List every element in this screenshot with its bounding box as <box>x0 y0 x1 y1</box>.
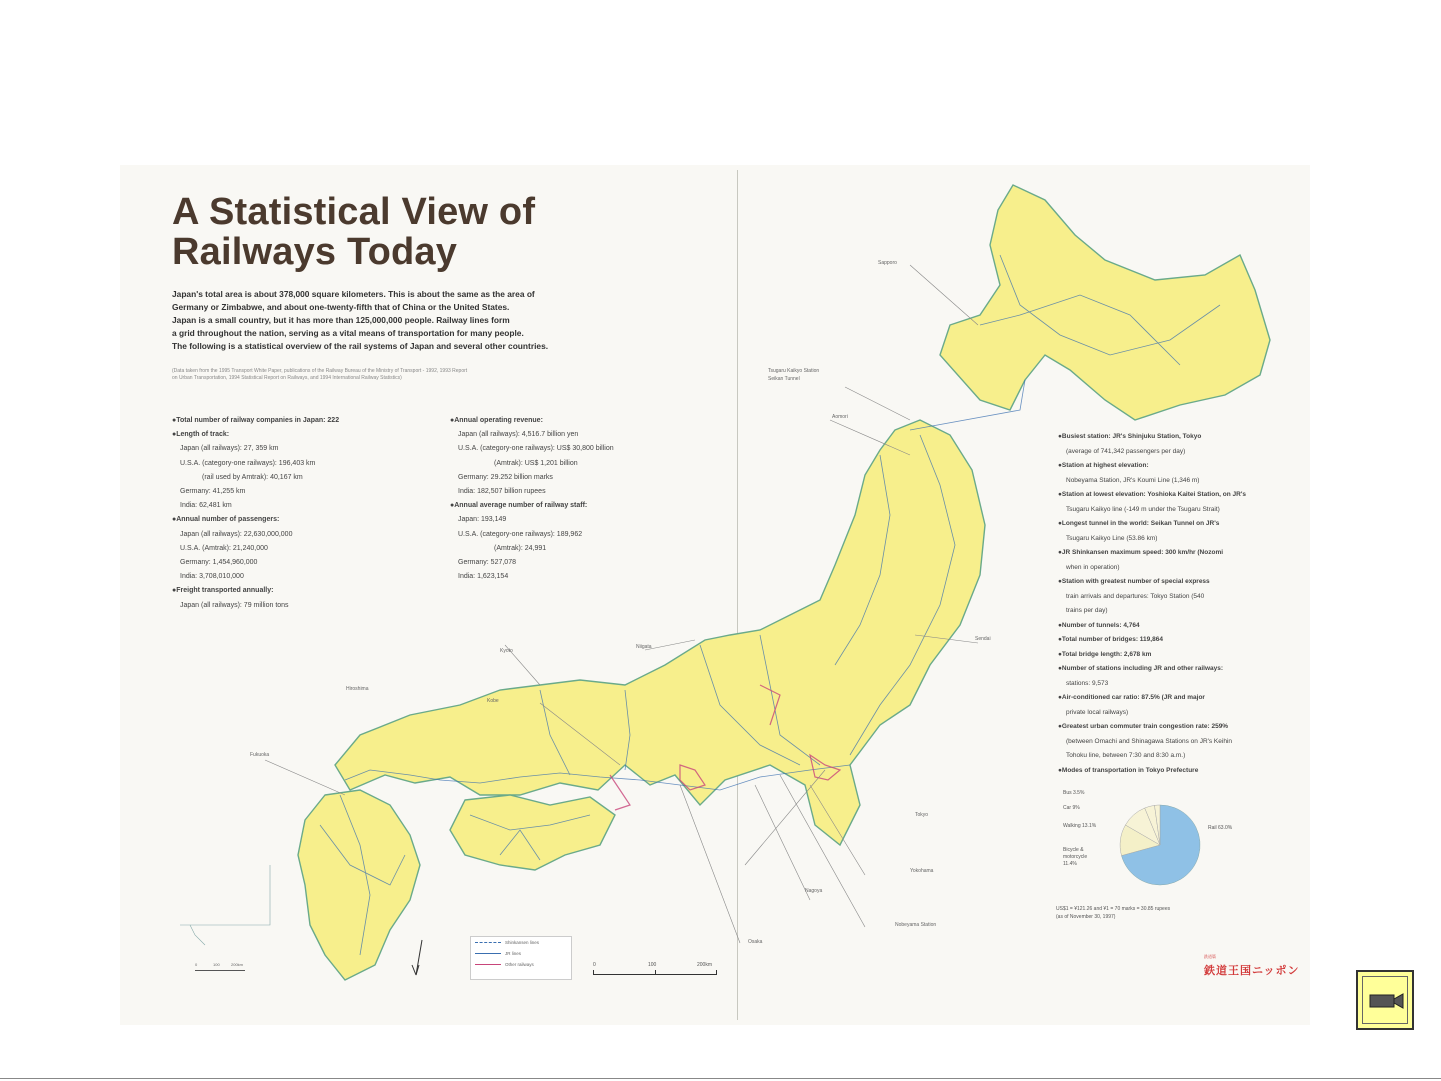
currency-note: (as of November 30, 1997) <box>1056 914 1116 920</box>
map-label-tokyo: Tokyo <box>915 812 929 818</box>
stat-line: Germany: 29.252 billion marks <box>458 473 553 481</box>
stat-line: ●Total bridge length: 2,678 km <box>1058 650 1152 658</box>
intro-line: a grid throughout the nation, serving as a vital means of transportation for many people. <box>172 328 524 338</box>
stat-line: (Amtrak): 24,991 <box>494 544 547 552</box>
stat-line: ●Annual average number of railway staff: <box>450 502 588 510</box>
pie-label-walking: Walking 13.1% <box>1063 823 1097 829</box>
stat-line: ●Number of tunnels: 4,764 <box>1058 621 1140 629</box>
stat-line: Tsugaru Kaikyo line (-149 m under the Tsugaru Strait) <box>1066 505 1220 513</box>
stat-line: Japan (all railways): 27, 359 km <box>180 445 279 453</box>
stat-line: ●Air-conditioned car ratio: 87.5% (JR and major <box>1058 694 1205 701</box>
legend-item-other <box>471 959 571 970</box>
stat-line: ●Station at highest elevation: <box>1058 462 1149 469</box>
film-camera-icon <box>1369 991 1405 1011</box>
legend-label: Other railways <box>505 962 534 967</box>
map-label-sendai: Sendai <box>975 636 991 642</box>
map-label-niigata: Niigata <box>636 644 652 650</box>
stat-line: private local railways) <box>1066 708 1129 716</box>
map-legend <box>470 936 572 980</box>
kyushu-island <box>298 790 420 980</box>
stat-line: Japan (all railways): 4,516.7 billion yen <box>458 431 579 439</box>
stat-line: ●Longest tunnel in the world: Seikan Tunnel on JR's <box>1058 520 1220 527</box>
stat-line: India: 182,507 billion rupees <box>458 488 546 496</box>
pie-label-car: Car 9% <box>1063 805 1080 811</box>
map-label-hiroshima: Hiroshima <box>346 686 369 692</box>
stat-line: ●Total number of bridges: 119,864 <box>1058 636 1163 643</box>
stat-line: ●Freight transported annually: <box>172 587 274 595</box>
shikoku-island <box>450 795 615 870</box>
publisher-logo-subtitle: 鉄道篇 <box>1204 954 1216 959</box>
stat-line: Tsugaru Kaikyo Line (53.86 km) <box>1066 534 1158 542</box>
map-label-nagoya: Nagoya <box>805 888 823 894</box>
stat-line: ●Total number of railway companies in Japan: 222 <box>172 417 340 424</box>
currency-note: US$1 = ¥121.26 and ¥1 = 70 marks = 30.85 rupees <box>1056 906 1171 912</box>
stat-line: train arrivals and departures: Tokyo Station (540 <box>1066 592 1205 600</box>
map-label-nobeyama: Nobeyama Station <box>895 922 937 928</box>
pie-label-bicycle: Bicycle & <box>1063 847 1084 853</box>
legend-item-jr <box>471 948 571 959</box>
legend-label: Shinkansen lines <box>505 940 540 945</box>
stat-line: ●Station at lowest elevation: Yoshioka Kaitei Station, on JR's <box>1058 491 1246 498</box>
stat-line: Germany: 41,255 km <box>180 488 246 496</box>
inset-scale-mid: 100 <box>213 962 220 967</box>
legend-label: JR lines <box>505 951 522 956</box>
stat-line: stations: 9,573 <box>1066 679 1109 687</box>
map-label-tsugaru-kaikyo: Tsugaru Kaikyo Station <box>768 368 820 374</box>
stat-line: ●Busiest station: JR's Shinjuku Station, Tokyo <box>1058 433 1202 440</box>
intro-line: Japan's total area is about 378,000 square kilometers. This is about the same as the area of <box>172 289 535 299</box>
stat-line: U.S.A. (category-one railways): US$ 30,800 billion <box>458 445 614 453</box>
stat-line: Japan (all railways): 22,630,000,000 <box>180 530 293 538</box>
map-label-yokohama: Yokohama <box>910 868 934 874</box>
intro-line: Germany or Zimbabwe, and about one-twenty-fifth that of China or the United States. <box>172 302 510 312</box>
stat-line: ●Modes of transportation in Tokyo Prefecture <box>1058 766 1199 774</box>
publisher-logo: 鉄道王国ニッポン <box>1204 965 1300 977</box>
inset-frame <box>180 865 270 945</box>
stat-line: U.S.A. (Amtrak): 21,240,000 <box>180 544 268 552</box>
intro-line: The following is a statistical overview of the rail systems of Japan and several other countries. <box>172 341 549 351</box>
pie-label-rail: Rail 63.0% <box>1208 825 1233 831</box>
title-line-2: Railways Today <box>172 231 458 273</box>
source-line: on Urban Transportation, 1994 Statistical Report on Railways, and 1994 International Railway Statistics) <box>172 375 402 381</box>
stat-line: Japan (all railways): 79 million tons <box>180 601 289 609</box>
stat-line: (average of 741,342 passengers per day) <box>1066 447 1186 455</box>
map-label-seikan-tunnel: Seikan Tunnel <box>768 376 800 382</box>
stat-line: Germany: 1,454,960,000 <box>180 559 258 567</box>
map-label-osaka: Osaka <box>748 939 763 945</box>
stat-line: Japan: 193,149 <box>458 516 507 524</box>
stat-line: U.S.A. (category-one railways): 189,962 <box>458 530 583 538</box>
stat-line: (Amtrak): US$ 1,201 billion <box>494 459 578 467</box>
map-label-fukuoka: Fukuoka <box>250 752 270 758</box>
bottom-border <box>0 1078 1441 1079</box>
source-line: (Data taken from the 1995 Transport White Paper, publications of the Railway Bureau of the Ministry of Transport - 1992, 1993 Report <box>172 368 468 374</box>
intro-line: Japan is a small country, but it has more than 125,000,000 people. Railway lines form <box>172 315 510 325</box>
japan-railway-map <box>120 165 1310 1025</box>
stat-line: (between Omachi and Shinagawa Stations on JR's Keihin <box>1066 737 1233 745</box>
honshu-island <box>335 420 985 845</box>
scale-zero: 0 <box>593 962 596 968</box>
stat-line: (rail used by Amtrak): 40,167 km <box>202 473 303 481</box>
film-camera-nav-button[interactable] <box>1356 970 1414 1030</box>
transport-mode-pie-chart <box>1120 805 1200 885</box>
map-label-kobe: Kobe <box>487 698 499 704</box>
stat-line: ●Length of track: <box>172 431 230 439</box>
stat-line: India: 1,623,154 <box>458 573 509 581</box>
stat-line: ●Number of stations including JR and other railways: <box>1058 665 1224 672</box>
legend-item-shinkansen <box>471 937 571 948</box>
title-line-1: A Statistical View of <box>172 191 536 233</box>
stat-line: ●JR Shinkansen maximum speed: 300 km/hr (Nozomi <box>1058 549 1224 556</box>
stat-line: India: 62,481 km <box>180 502 232 510</box>
inset-scale-end: 200km <box>231 962 244 967</box>
pie-label-bicycle: motorcycle <box>1063 854 1088 860</box>
map-label-sapporo: Sapporo <box>878 260 897 266</box>
stat-line: Tohoku line, between 7:30 and 8:30 a.m.) <box>1066 752 1186 759</box>
inset-scale-zero: 0 <box>195 962 198 967</box>
pie-label-bicycle: 11.4% <box>1063 861 1077 867</box>
scale-mid: 100 <box>648 962 657 968</box>
map-label-kyoto: Kyoto <box>500 648 513 654</box>
hokkaido-island <box>940 185 1270 420</box>
stat-line: Nobeyama Station, JR's Koumi Line (1,346 m) <box>1066 476 1200 484</box>
stat-line: ●Annual operating revenue: <box>450 417 543 424</box>
stat-line: U.S.A. (category-one railways): 196,403 km <box>180 459 316 467</box>
stat-line: ●Greatest urban commuter train congestion rate: 259% <box>1058 723 1229 730</box>
stat-line: ●Station with greatest number of special express <box>1058 578 1210 585</box>
stat-line: trains per day) <box>1066 607 1108 614</box>
pie-label-bus: Bus 3.5% <box>1063 790 1085 796</box>
map-label-aomori: Aomori <box>832 414 848 420</box>
stat-line: ●Annual number of passengers: <box>172 516 280 524</box>
stat-line: when in operation) <box>1066 563 1120 571</box>
stat-line: India: 3,708,010,000 <box>180 573 244 581</box>
north-arrow <box>412 940 422 975</box>
stat-line: Germany: 527,078 <box>458 559 516 567</box>
scale-end: 200km <box>697 962 713 968</box>
